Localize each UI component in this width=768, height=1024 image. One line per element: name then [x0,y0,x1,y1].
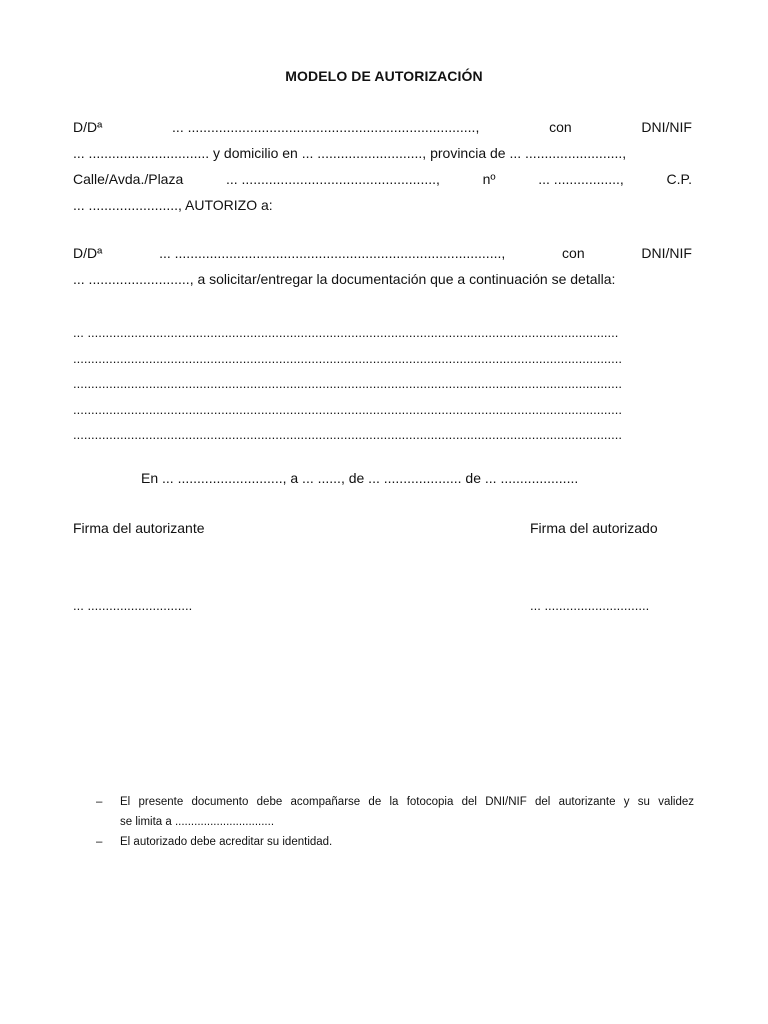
authorizer-paragraph [73,114,692,218]
authorized-name-line [73,240,692,266]
number-label: nº [482,171,496,187]
documentation-line: ........................................................................................................................................................ [73,427,622,443]
document-title: MODELO DE AUTORIZACIÓN [285,68,483,84]
authorizer-dni-address-line: ... ............................... y domicilio en ... ..........................., provincia de ... ........................., [73,145,627,161]
authorizer-name-field: ... .........................................................................., [172,119,480,135]
authorizer-name-label: D/Dª [73,119,103,135]
authorizer-doc-label: DNI/NIF [641,119,692,135]
note-dash: – [96,796,103,808]
authorized-paragraph [73,240,692,292]
place-date-line: En ... ..........................., a ... ......, de ... .................... de ... .................... [141,470,579,486]
authorizer-name-line [73,114,692,140]
authorized-doc-label: DNI/NIF [641,245,692,261]
authorizer-street-line [73,166,692,192]
documentation-line: ........................................................................................................................................................ [73,350,622,366]
note-item [96,832,694,852]
street-field: ... .................................................., [225,171,440,187]
authorized-signature-label: Firma del autorizado [530,520,658,536]
note-text-line: El autorizado debe acreditar su identidad. [120,836,333,848]
note-text-line: se limita a ............................... [120,816,275,828]
note-text-line: El presente documento debe acompañarse de la fotocopia del DNI/NIF del autorizante y su validez [120,796,694,808]
authorized-name-field: ... ...................................................................................., [159,245,506,261]
postal-code-label: C.P. [666,171,692,187]
authorized-con-text: con [562,245,585,261]
note-item [96,792,694,832]
authorized-documentation-line: ... .........................., a solicitar/entregar la documentación que a continuación se detalla: [73,271,616,287]
documentation-line: ........................................................................................................................................................ [73,376,622,392]
authorizer-con-text: con [549,119,572,135]
authorizer-signature-line: ... ............................. [73,598,193,613]
documentation-line: ........................................................................................................................................................ [73,401,622,417]
authorized-signature-line: ... ............................. [530,598,650,613]
number-field: ... ................., [538,171,624,187]
authorizer-autorizo-line: ... ......................., AUTORIZO a: [73,197,273,213]
street-label: Calle/Avda./Plaza [73,171,184,187]
notes-list [96,792,694,852]
note-dash: – [96,836,103,848]
authorized-name-label: D/Dª [73,245,103,261]
authorizer-signature-label: Firma del autorizante [73,520,205,536]
documentation-line: ... ................................................................................................................................................... [73,325,619,340]
documentation-lines [73,320,693,448]
